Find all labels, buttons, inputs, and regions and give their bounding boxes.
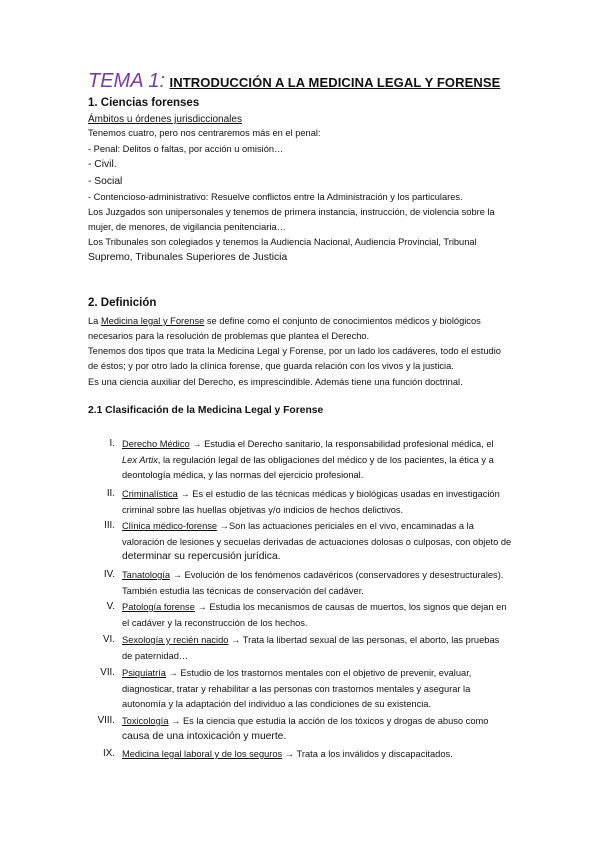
item-term: Sexología y recién nacido xyxy=(122,635,229,645)
item-number: VI. xyxy=(103,634,115,645)
item-text xyxy=(122,520,511,564)
text-line: Los Juzgados son unipersonales y tenemos de primera instancia, instrucción, de violencia sobre la xyxy=(88,207,495,217)
subsection-heading: 2.1 Clasificación de la Medicina Legal y Forense xyxy=(88,405,324,416)
item-term: Patología forense xyxy=(122,602,195,612)
item-number: VIII. xyxy=(97,715,115,726)
item-line: el cadáver y la reconstrucción de los hechos. xyxy=(122,617,308,628)
item-term: Psiquiatría xyxy=(122,668,166,678)
item-term: Tanatología xyxy=(122,570,171,580)
item-number: II. xyxy=(106,488,115,499)
item-text xyxy=(122,569,503,598)
item-term: Criminalística xyxy=(122,489,178,499)
italic-term: Lex Artix xyxy=(122,454,158,465)
item-text xyxy=(122,634,499,663)
item-line: determinar su repercusión jurídica. xyxy=(122,551,281,562)
topic-number: TEMA 1: xyxy=(88,70,166,92)
item-text xyxy=(122,667,471,712)
item-line: diagnosticar, tratar y rehabilitar a las personas con trastornos mentales y asegurar la xyxy=(122,683,471,694)
item-line: de paternidad… xyxy=(122,650,189,661)
item-text xyxy=(122,438,494,483)
list-item: - Civil. xyxy=(88,159,117,170)
item-number: IX. xyxy=(103,748,115,759)
item-number: IV. xyxy=(103,569,115,580)
item-text xyxy=(122,488,500,517)
item-line: → Evolución de los fenómenos cadavéricos (conservadores y desestructurales). xyxy=(170,570,504,580)
list-item: - Penal: Delitos o faltas, por acción u omisión… xyxy=(88,144,284,154)
item-line: →Son las actuaciones periciales en el vivo, encaminadas a la xyxy=(217,521,474,531)
item-text xyxy=(122,601,507,630)
item-line: → Estudia los mecanismos de causas de muertos, los signos que dejan en xyxy=(194,602,507,612)
item-line: → Trata a los inválidos y discapacitados. xyxy=(282,749,453,759)
text-line: Tenemos cuatro, pero nos centraremos más en el penal: xyxy=(88,128,321,138)
defined-term: Medicina legal y Forense xyxy=(100,316,205,326)
item-number: III. xyxy=(104,520,115,531)
item-term: Medicina legal laboral y de los seguros xyxy=(122,749,283,759)
item-number: VII. xyxy=(100,667,115,678)
text-fragment: La xyxy=(88,316,101,326)
item-term: Clínica médico-forense xyxy=(122,521,218,531)
item-line: , la regulación legal de las obligaciones del médico y de los pacientes, la ética y a xyxy=(157,454,494,465)
item-line: → Estudio de los trastornos mentales con el objetivo de prevenir, evaluar, xyxy=(165,668,472,678)
text-line: Es una ciencia auxiliar del Derecho, es imprescindible. Además tiene una función doctrinal. xyxy=(88,377,463,387)
item-text xyxy=(122,748,453,762)
section-heading: 2. Definición xyxy=(88,297,157,309)
subsection-heading: Ámbitos u órdenes jurisdiccionales xyxy=(88,114,242,125)
item-line: autonomía y la adaptación del individuo a las condiciones de su existencia. xyxy=(122,699,432,709)
item-line: causa de una intoxicación y muerte. xyxy=(122,730,287,742)
item-line: → Es la ciencia que estudia la acción de los tóxicos y drogas de abuso como xyxy=(168,716,489,726)
text-line: mujer, de menores, de vigilancia penitenciaria… xyxy=(88,222,286,232)
item-line: deontología médica, y las normas del ejercicio profesional. xyxy=(122,470,364,480)
item-text xyxy=(122,715,488,743)
item-line: valoración de lesiones y secuelas derivadas de actuaciones dolosas o culposas, con objeto de xyxy=(122,536,512,547)
text-fragment: se define como el conjunto de conocimientos médicos y biológicos xyxy=(204,316,481,326)
list-item: - Social xyxy=(88,176,123,187)
topic-title: INTRODUCCIÓN A LA MEDICINA LEGAL Y FORENSE xyxy=(169,75,501,90)
item-number: V. xyxy=(106,601,115,612)
text-line: necesarios para la resolución de problemas que plantea el Derecho. xyxy=(88,331,370,341)
item-line: → Trata la libertad sexual de las personas, el aborto, las pruebas xyxy=(228,635,500,645)
item-term: Derecho Médico xyxy=(122,439,190,449)
list-item: - Contencioso-administrativo: Resuelve conflictos entre la Administración y los particulares. xyxy=(88,192,463,202)
text-line: de éstos; y por otro lado la clínica forense, que guarda relación con los vivos y la justicia. xyxy=(88,361,454,371)
definition-line xyxy=(88,315,481,328)
item-line: → Es el estudio de las técnicas médicas y biológicas usadas en investigación xyxy=(177,489,500,499)
section-heading: 1. Ciencias forenses xyxy=(88,97,200,109)
item-term: Toxicología xyxy=(122,716,169,726)
text-line: Los Tribunales son colegiados y tenemos la Audiencia Nacional, Audiencia Provincial, Tribunal xyxy=(88,237,477,247)
item-line: criminal sobre las huellas objetivas y/o indicios de hechos delictivos. xyxy=(122,504,404,515)
item-line: También estudia las técnicas de conservación del cadáver. xyxy=(122,585,364,596)
item-number: I. xyxy=(109,438,115,449)
page-title xyxy=(88,70,500,93)
text-line: Supremo, Tribunales Superiores de Justicia xyxy=(88,252,288,263)
item-line: → Estudia el Derecho sanitario, la responsabilidad profesional médica, el xyxy=(189,439,494,449)
text-line: Tenemos dos tipos que trata la Medicina Legal y Forense, por un lado los cadáveres, todo el estudio xyxy=(88,346,501,356)
